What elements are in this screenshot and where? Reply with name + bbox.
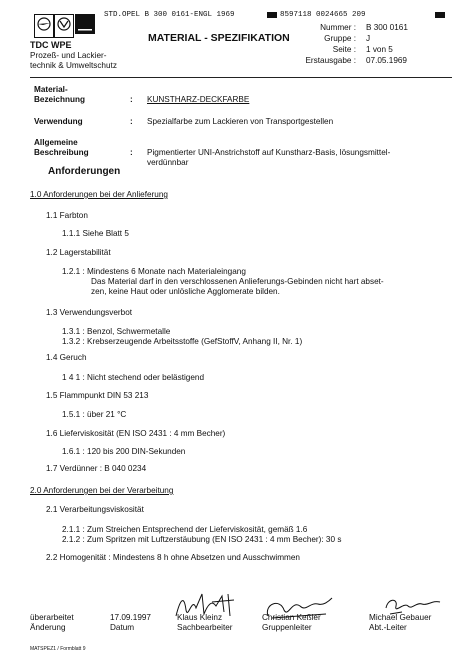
footer-name-kessler: Christian Keßler (262, 613, 321, 622)
section-1-2-1a: 1.2.1 : Mindestens 6 Monate nach Materialeingang (62, 267, 246, 276)
field-value-seite: 1 von 5 (366, 45, 393, 54)
beschreibung-label-line1: Allgemeine (34, 138, 78, 147)
vauxhall-logo (54, 14, 74, 38)
field-value-erstausgabe: 07.05.1969 (366, 56, 407, 65)
field-value-nummer: B 300 0161 (366, 23, 408, 32)
opel-logo (34, 14, 54, 38)
section-2-1: 2.1 Verarbeitungsviskosität (46, 505, 144, 514)
section-1-2: 1.2 Lagerstabilität (46, 248, 111, 257)
footer-date: 17.09.1997 (110, 613, 151, 622)
section-2-1-1: 2.1.1 : Zum Streichen Entsprechend der Lieferviskosität, gemäß 1.6 (62, 525, 308, 534)
section-1-1-1: 1.1.1 Siehe Blatt 5 (62, 229, 129, 238)
footer-name-kleinz: Klaus Kleinz (177, 613, 223, 622)
section-1-2-1b: Das Material darf in den verschlossenen Anlieferungs-Gebinden nicht hart abset- (91, 277, 384, 286)
section-1-6-1: 1.6.1 : 120 bis 200 DIN-Sekunden (62, 447, 186, 456)
material-value: KUNSTHARZ-DECKFARBE (147, 95, 250, 104)
field-label-seite: Seite : (332, 45, 356, 54)
section-1-5-1: 1.5.1 : über 21 °C (62, 410, 127, 419)
barcode-block-end (435, 12, 445, 18)
footer-label-ueberarbeitet: überarbeitet (30, 613, 74, 622)
footer-datum-label: Datum (110, 623, 135, 632)
verwendung-colon: : (130, 117, 133, 126)
document-code-tail: 8597118 0024665 209 (280, 11, 366, 19)
section-1-3-1: 1.3.1 : Benzol, Schwermetalle (62, 327, 171, 336)
field-label-erstausgabe: Erstausgabe : (305, 56, 356, 65)
section-1-1: 1.1 Farbton (46, 211, 88, 220)
material-label-line2: Bezeichnung (34, 95, 85, 104)
footer-role-abt-leiter: Abt.-Leiter (369, 623, 407, 632)
document-code: STD.OPEL B 300 0161-ENGL 1969 (104, 11, 235, 19)
beschreibung-value-line2: verdünnbar (147, 158, 189, 167)
footer-role-sachbearbeiter: Sachbearbeiter (177, 623, 233, 632)
footer-name-gebauer: Michael Gebauer (369, 613, 432, 622)
section-1-4: 1.4 Geruch (46, 353, 87, 362)
section-1-2-1c: zen, keine Haut oder unlösliche Agglomerate bilden. (91, 287, 280, 296)
form-code: MATSPEZ1 / Formblatt 9 (30, 646, 86, 652)
section-1-4-1: 1 4 1 : Nicht stechend oder belästigend (62, 373, 205, 382)
material-label-line1: Material- (34, 85, 68, 94)
footer-role-gruppenleiter: Gruppenleiter (262, 623, 312, 632)
field-label-gruppe: Gruppe : (324, 34, 356, 43)
beschreibung-label-line2: Beschreibung (34, 148, 89, 157)
section-1-heading: 1.0 Anforderungen bei der Anlieferung (30, 190, 168, 199)
section-1-3: 1.3 Verwendungsverbot (46, 308, 133, 317)
material-colon: : (130, 95, 133, 104)
department-title: TDC WPE (30, 40, 72, 50)
section-1-3-2: 1.3.2 : Krebserzeugende Arbeitsstoffe (GefStoffV, Anhang II, Nr. 1) (62, 337, 303, 346)
gm-logo (75, 14, 95, 34)
field-value-gruppe: J (366, 34, 371, 43)
field-label-nummer: Nummer : (320, 23, 356, 32)
anforderungen-title: Anforderungen (48, 166, 121, 177)
section-2-2: 2.2 Homogenität : Mindestens 8 h ohne Absetzen und Ausschwimmen (46, 553, 300, 562)
section-1-5: 1.5 Flammpunkt DIN 53 213 (46, 391, 149, 400)
barcode-block (267, 12, 277, 18)
department-line2: technik & Umweltschutz (30, 61, 117, 70)
header-divider (30, 77, 452, 78)
verwendung-label: Verwendung (34, 117, 83, 126)
section-1-6: 1.6 Lieferviskosität (EN ISO 2431 : 4 mm Becher) (46, 429, 226, 438)
section-2-heading: 2.0 Anforderungen bei der Verarbeitung (30, 486, 174, 495)
verwendung-value: Spezialfarbe zum Lackieren von Transportgestellen (147, 117, 334, 126)
section-1-7: 1.7 Verdünner : B 040 0234 (46, 464, 147, 473)
page-title: MATERIAL - SPEZIFIKATION (148, 32, 290, 44)
department-line1: Prozeß- und Lackier- (30, 51, 107, 60)
beschreibung-value-line1: Pigmentierter UNI-Anstrichstoff auf Kunstharz-Basis, lösungsmittel- (147, 148, 391, 157)
footer-label-aenderung: Änderung (30, 623, 66, 632)
beschreibung-colon: : (130, 148, 133, 157)
section-2-1-2: 2.1.2 : Zum Spritzen mit Luftzerstäubung (EN ISO 2431 : 4 mm Becher): 30 s (62, 535, 342, 544)
